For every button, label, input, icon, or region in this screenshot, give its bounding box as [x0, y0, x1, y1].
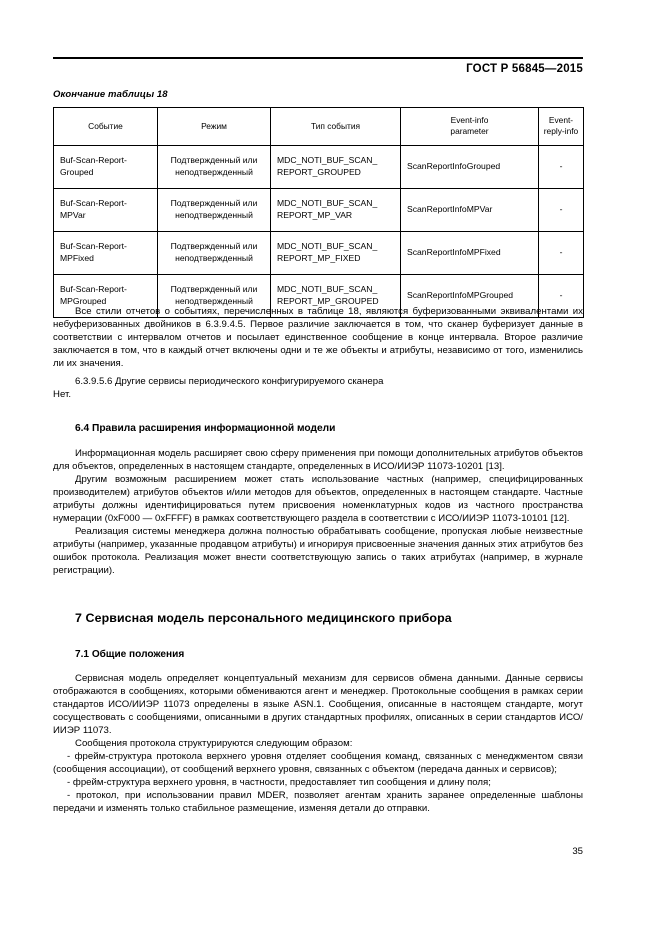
clause-6-4-paragraphs: [53, 447, 583, 577]
bullet-item-2: - фрейм-структура верхнего уровня, в частности, предоставляет тип сообщения и длину поля;: [67, 777, 491, 789]
heading-6-3-9-5-6: 6.3.9.5.6 Другие сервисы периодического конфигурируемого сканера: [75, 376, 384, 387]
table-row: [54, 189, 584, 232]
cell-event-line1: Buf-Scan-Report-: [60, 284, 127, 294]
bullet-item-3: - протокол, при использовании правил MDER, позволяет агентам хранить заранее определенные шаблоны передачи и изменять только стабильное размещение, изменяя детали до отправки.: [53, 790, 583, 815]
cell-mode-line2: неподтвержденный: [175, 166, 253, 177]
column-header-event-info-parameter-line2: parameter: [450, 126, 489, 136]
cell-event-type-line1: MDC_NOTI_BUF_SCAN_: [277, 198, 378, 208]
column-header-event-type: Тип события: [271, 108, 401, 146]
bullet-item-1: - фрейм-структура протокола верхнего уровня отделяет сообщения команд, связанных с менеджментом связи (сообщения ассоциации), от сообщений верхнего уровня, связанных с объектом (передача данных и сервисов);: [53, 751, 583, 776]
cell-event-line2: MPGrouped: [60, 295, 107, 306]
clause-6-3-9-5-6-block: [53, 375, 583, 401]
column-header-event: Событие: [54, 108, 158, 146]
cell-event-type-line2: REPORT_MP_FIXED: [277, 252, 361, 263]
table-caption: Окончание таблицы 18: [53, 89, 168, 100]
cell-mode-line1: Подтвержденный или: [170, 284, 258, 294]
cell-event: [54, 232, 158, 275]
page-number: 35: [572, 846, 583, 857]
cell-event-line2: MPFixed: [60, 252, 94, 263]
paragraph-6-4-3: Реализация системы менеджера должна полностью обрабатывать сообщение, пропуская любые неизвестные атрибуты (например, указанные продавцом атрибуты) и игнорируя присвоенные значения данных этих атрибутов без ошибок протокола. Реализация может внести соответствующую запись о таких атрибутах (например, в журнале регистрации).: [53, 526, 583, 577]
cell-event-type-line2: REPORT_MP_GROUPED: [277, 295, 379, 306]
clause-7-1-paragraphs: [53, 672, 583, 816]
cell-event-reply-info: -: [539, 275, 584, 318]
heading-7-1: 7.1 Общие положения: [75, 649, 185, 660]
cell-event-type: [271, 232, 401, 275]
column-header-event-reply-info-line1: Event-: [548, 115, 574, 125]
paragraph-after-table: Все стили отчетов о событиях, перечисленных в таблице 18, являются буферизованными эквивалентами их небуферизованных двойников в 6.3.9.4.5. Первое различие заключается в том, что сканер буферизует данные в соответствии с интервалом отчетов и посылает единственное сообщение в конце интервала. Второе различие заключается в том, что в каждый отчет включены одни и те же объекты и атрибуты, независимо от того, изменились ли их значения.: [53, 306, 583, 370]
column-header-event-info-parameter: [401, 108, 539, 146]
cell-mode-line2: неподтвержденный: [175, 295, 253, 306]
standard-designation: ГОСТ Р 56845—2015: [466, 63, 583, 75]
column-header-event-reply-info: [539, 108, 584, 146]
column-header-mode: Режим: [158, 108, 271, 146]
cell-event: [54, 146, 158, 189]
paragraph-6-4-2: Другим возможным расширением может стать использование частных (например, специфицированных производителем) атрибутов объектов и/или методов для объектов, определенных в настоящем стандарте. Частные атрибуты должны идентифицироваться путем присвоения номенклатурных кодов из частного пространства нумерации (0xF000 — 0xFFFF) в рамках соответствующего раздела в соответствии с ИСО/ИИЭР 11073-10101 [12].: [53, 474, 583, 525]
cell-event-line1: Buf-Scan-Report-: [60, 155, 127, 165]
cell-event-info-parameter: ScanReportInfoMPVar: [401, 189, 539, 232]
cell-event-line2: Grouped: [60, 166, 94, 177]
cell-mode: [158, 232, 271, 275]
cell-event-type-line2: REPORT_GROUPED: [277, 166, 361, 177]
table-container: [53, 107, 583, 318]
cell-event: [54, 189, 158, 232]
table-body: [54, 146, 584, 318]
column-header-event-info-parameter-line1: Event-info: [450, 115, 489, 125]
table-header-row: [54, 108, 584, 146]
cell-mode-line2: неподтвержденный: [175, 209, 253, 220]
running-header: [53, 58, 583, 77]
cell-event-type-line1: MDC_NOTI_BUF_SCAN_: [277, 284, 378, 294]
cell-event-type-line2: REPORT_MP_VAR: [277, 209, 353, 220]
cell-event-info-parameter: ScanReportInfoGrouped: [401, 146, 539, 189]
cell-event-reply-info: -: [539, 232, 584, 275]
table-head: [54, 108, 584, 146]
cell-event-type-line1: MDC_NOTI_BUF_SCAN_: [277, 241, 378, 251]
paragraph-net: Нет.: [53, 389, 72, 401]
cell-event-type-line1: MDC_NOTI_BUF_SCAN_: [277, 155, 378, 165]
cell-event-line1: Buf-Scan-Report-: [60, 198, 127, 208]
column-header-event-reply-info-line2: reply-info: [543, 126, 579, 136]
clause-7-1-block: [53, 648, 583, 662]
table-row: [54, 232, 584, 275]
cell-event-info-parameter: ScanReportInfoMPGrouped: [401, 275, 539, 318]
cell-event-line1: Buf-Scan-Report-: [60, 241, 127, 251]
events-table: [53, 107, 584, 318]
clause-7-block: [53, 610, 583, 626]
cell-event-info-parameter: ScanReportInfoMPFixed: [401, 232, 539, 275]
clause-6-4-block: [53, 422, 583, 436]
cell-mode-line1: Подтвержденный или: [170, 155, 258, 165]
body-text-block: [53, 305, 583, 370]
paragraph-7-1-1: Сервисная модель определяет концептуальный механизм для сервисов обмена данными. Данные сервисы отображаются в сообщениях, которыми обмениваются агент и менеджер. Протокольные сообщения в рамках серии стандартов ИСО/ИИЭР 11073 определены в языке ASN.1. Сообщения, описанные в настоящем стандарте, могут сосуществовать с сообщениями, описанными в других стандартных профилях, описанных в серии стандартов ИСО/ИИЭР 11073.: [53, 673, 583, 737]
cell-mode-line2: неподтвержденный: [175, 252, 253, 263]
paragraph-7-1-2: Сообщения протокола структурируются следующим образом:: [75, 738, 353, 750]
cell-event-reply-info: -: [539, 189, 584, 232]
cell-event-line2: MPVar: [60, 209, 86, 220]
paragraph-6-4-1: Информационная модель расширяет свою сферу применения при помощи дополнительных атрибутов объектов для объектов, определенных в настоящем стандарте, определенных в ИСО/ИИЭР 11073-10201 [13].: [53, 448, 583, 473]
cell-event-type: [271, 189, 401, 232]
cell-mode: [158, 146, 271, 189]
heading-6-4: 6.4 Правила расширения информационной модели: [75, 423, 336, 434]
table-row: [54, 146, 584, 189]
cell-event-reply-info: -: [539, 146, 584, 189]
heading-7: 7 Сервисная модель персонального медицинского прибора: [75, 611, 452, 625]
cell-event-type: [271, 146, 401, 189]
cell-mode-line1: Подтвержденный или: [170, 241, 258, 251]
cell-mode-line1: Подтвержденный или: [170, 198, 258, 208]
cell-mode: [158, 189, 271, 232]
